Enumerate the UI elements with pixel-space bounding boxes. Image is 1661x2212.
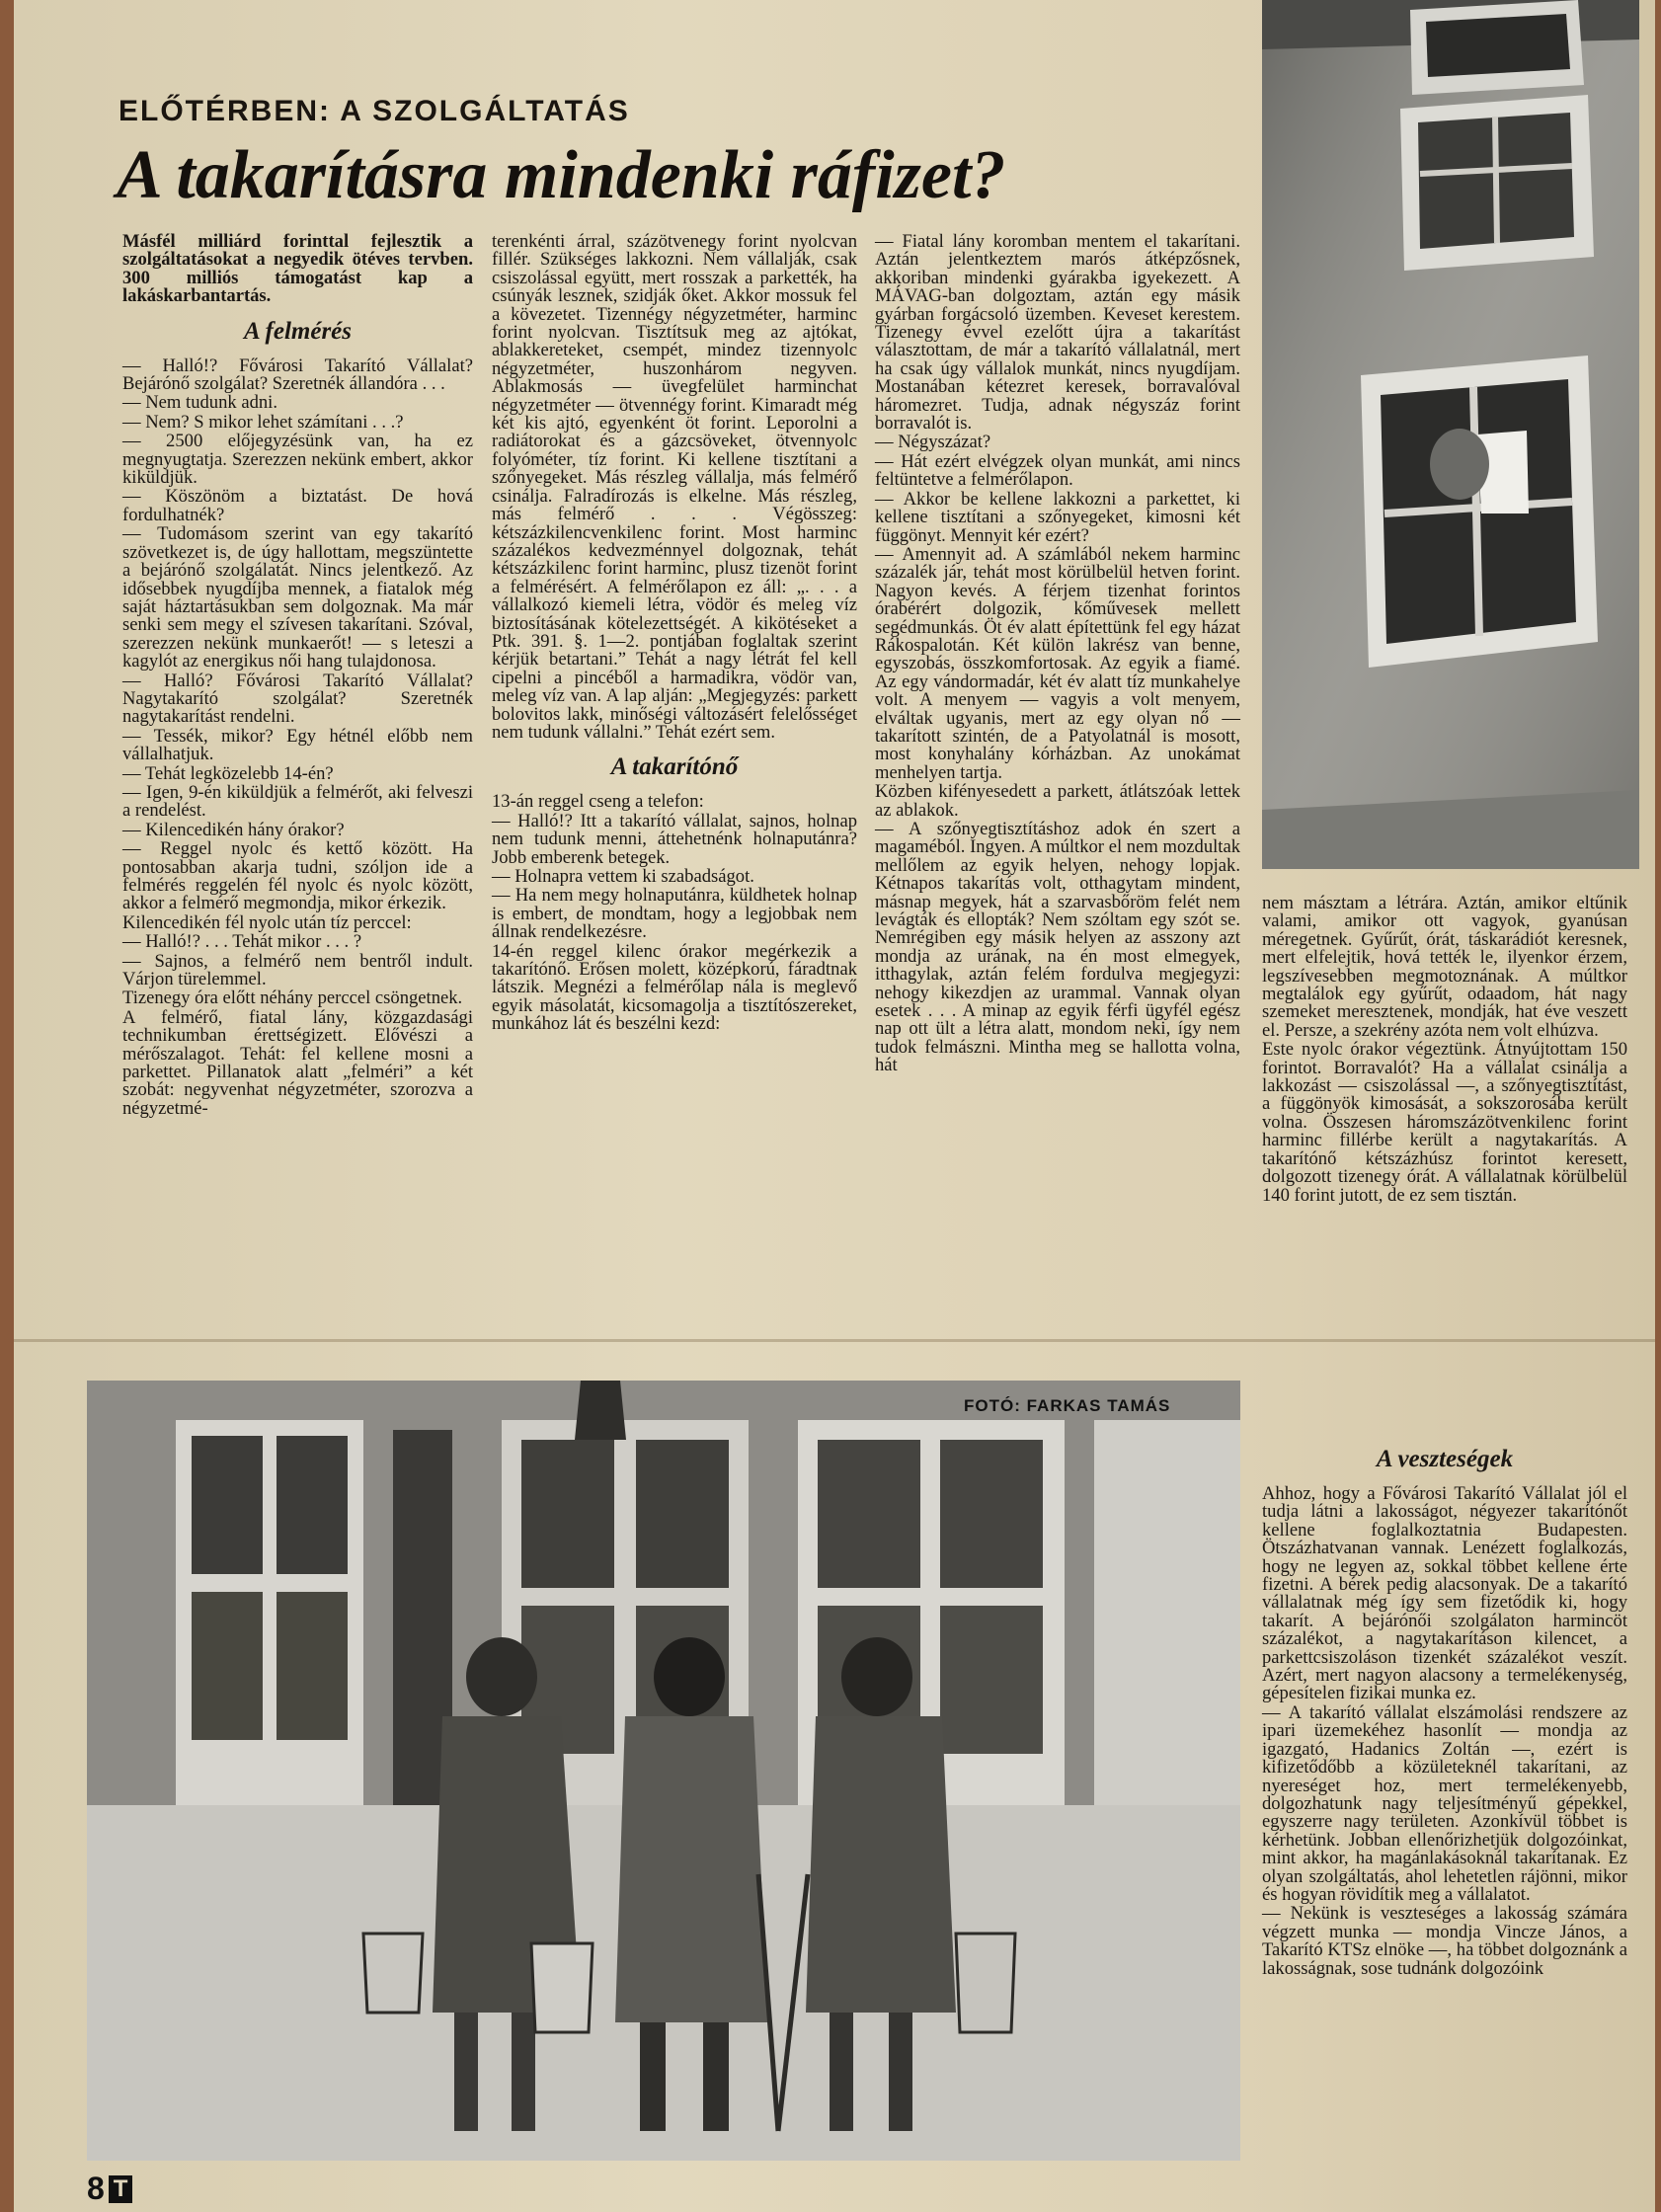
paragraph: — Nem tudunk adni. — [122, 392, 277, 414]
paragraph: Este nyolc órakor végeztünk. Átnyújtottam 150 forintot. Borravalót? Ha a vállalat csinálja a lakkozást — csiszolással —, a szőnyegtisztítást, a függönyök kimosását, a sokszorosába került volna. Összesen háromszázötvenkilenc forint harminc fillérbe került a nagytakarítás. A takarítónő kétszázhúsz forintot keresett, dolgozott tizenegy órát. A vállalatnak körülbelül 140 forint jutott, de ez sem tisztán. — [1262, 1039, 1627, 1206]
section-kicker: ELŐTÉRBEN: A SZOLGÁLTATÁS — [119, 95, 630, 127]
article-column-2 — [492, 233, 857, 1035]
paragraph: — Amennyit ad. A számlából nekem harminc százalék jár, tehát most körülbelül hetven forint. Nagyon kevés. A férjem tizenhat forintos órabérért dolgozik, kőművesek mellett segédmunkás. Öt év alatt építettünk fel egy házat Rákospalotán. Két külön lakrész van benne, egyszobás, összkomfortosak. Az egyik a fiamé. Az egy vándormadár, két év alatt tíz munkahelye volt. A menyem — vagyis a volt menyem, elváltak ugyanis, mert az egy olyan nő — takarított szintén, de a Patyolatnál is mosott, most konyhalány kórházban. Az unokámat menhelyen tartja. — [875, 543, 1240, 783]
cleaning-women-photo — [87, 1381, 1240, 2161]
paragraph: Ahhoz, hogy a Fővárosi Takarító Vállalat jól el tudja látni a lakosságot, négyezer takarítónőt kellene foglalkoztatnia Budapesten. Ötszázhatvanan vannak. Lenézett foglalkozás, hogy ne legyen az, sokkal többet kellene érte fizetni. A bérek pedig alacsonyak. De a takarító vállalatnak még így sem fizetődik ki, hogy takarít. A bejárónői szolgálaton harmincöt százalékot, a nagytakarításon kilencet, a parkettcsiszoláson tizenkét százalékot veszít. Azért, mert nagyon alacsony a termelékenység, gépesítelen fizikai munka ez. — [1262, 1483, 1627, 1704]
paragraph: — Ha nem megy holnaputánra, küldhetek holnap is embert, de mondtam, hogy a legjobbak nem állnak rendelkezésre. — [492, 885, 857, 943]
paragraph: — Halló? Fővárosi Takarító Vállalat? Nagytakarító szolgálat? Szeretnék nagytakarítást rendelni. — [122, 670, 473, 728]
paragraph: — Kilencedikén hány órakor? — [122, 819, 345, 840]
paragraph: — Reggel nyolc és kettő között. Ha pontosabban akarja tudni, szóljon ide a felmérés reggelén fél nyolc és nyolc között, akkor a felmérő megmondja, mikor érkezik. — [122, 838, 473, 914]
paragraph: A felmérő, fiatal lány, közgazdasági technikumban érettségizett. Elővészi a mérőszalagot. Tehát: fel kellene mosni a parkettet. Pillanatok alatt „felméri” a két szobát: negyvenhat négyzetméter, szorozva a négyzetmé- — [122, 1006, 473, 1119]
paragraph: — Fiatal lány koromban mentem el takarítani. Aztán jelentkeztem marós átképzősnek, akkoriban mindenki gyárakba igyekezett. A MÁVAG-ban dolgoztam, aztán egy másik gyárban forgácsoló üzemben. Keveset kerestem. Tizenegy évvel ezelőtt újra a takarítást választottam, de már a takarító vállalatnál, mert ha csak úgy vállalok munkát, nincs nyugdíjam. Mostanában kétezret keresek, borravalóval háromezret. Tudja, adnak négyszáz forint borravalót is. — [875, 231, 1240, 434]
paragraph: terenkénti árral, százötvenegy forint nyolcvan fillér. Szükséges lakkozni. Nem vállalják, csak csiszolással együtt, mert rosszak a parkették, ha csúnyák lesznek, szidják őket. Akkor mossuk fel a kövezetet. Tizennégy négyzetméter, harminc forint nyolcvan. Tisztítsuk meg az ajtókat, ablakkereteket, csempét, mindez tizennyolc négyzetméter, huszonhárom negyven. Ablakmosás — üvegfelület harminchat négyzetméter — ötvennégy forint. Kimaradt még két kis ajtó, egyenként öt forint. Leporolni a radiátorokat és a gázcsöveket, ötvennyolc folyóméter, tíz forint. Ki kellene tisztítani a szőnyegeket. Más részleg vállalja, más felmérő csinálja. Falradírozás is elkelne. Más részleg, más felmérő . . . Végösszeg: kétszázkilencvenkilenc forint. Most harminc százalékos kedvezménnyel dolgoznak, tehát kétszázkilenc forint harminc, plusz tizenöt forint a felmérésért. A felmérőlapon ez áll: „. . . a vállalkozó kiemeli létra, vödör és meleg víz biztosításának kötelezettségét. A kikötéseket a Ptk. 391. §. 1—2. pontjában foglaltak szerint kérjük betartani.” Tehát a nagy létrát fel kell cipelni a pincéből a harmadikra, vödör van, meleg víz van. A lap alján: „Megjegyzés: parkett bolovitos lakk, minőségi változásért felelősséget nem tudunk vállalni.” Tehát ezért sem. — [492, 231, 857, 743]
section-heading-takaritono: A takarítónő — [610, 753, 739, 781]
building-window-illustration — [1262, 0, 1639, 869]
paragraph: Kilencedikén fél nyolc után tíz perccel: — [122, 911, 412, 933]
article-column-4 — [1262, 895, 1627, 1206]
paragraph: — Tudomásom szerint van egy takarító szövetkezet is, de úgy hallottam, megszüntette a bejárónő szolgálatát. Nincs jelentkező. Az idősebbek nyugdíjba mennek, a fiatalok még saját háztartásukban sem dolgoznak. Ma már senki sem megy el szívesen takarítani. Szóval, szerezzen nekünk munkaerőt! — s leteszi a kagylót az energikus női hang tulajdonosa. — [122, 523, 473, 672]
article-lead: Másfél milliárd forinttal fejlesztik a szolgáltatásokat a negyedik ötéves tervben. 300 milliós támogatást kap a lakáskarbantartás. — [122, 231, 473, 307]
article-column-3 — [875, 233, 1240, 1076]
page-number: 8 — [87, 2171, 105, 2206]
paragraph: 14-én reggel kilenc órakor megérkezik a takarítónő. Erősen molett, középkorú, fáradtnak látszik. Megnézi a felmérőlap nála is meglevő egyik másolatát, kicsomagolja a tisztítószereket, munkához lát és beszélni kezd: — [492, 940, 857, 1035]
paragraph: Tizenegy óra előtt néhány perccel csöngetnek. — [122, 988, 463, 1009]
paragraph: — Nem? S mikor lehet számítani . . .? — [122, 411, 404, 433]
paragraph: — A takarító vállalat elszámolási rendszere az ipari üzemekéhez hasonlít — mondja az igazgató, Hadanics Zoltán —, ezért is kifizetődőbb a közületeknél takarítani, az nyereséget hoz, mert termelékenyebb, dolgozhatunk nagy teljesítményű gépekkel, egyszerre nagy területen. Azonkívül többet is kérhetünk. Jobban ellenőrizhetjük dolgozóinkat, mint akkor, ha magánlakásoknál takarítanak. Ez olyan szolgáltatás, ahol lehetetlen rájönni, mikor és hogyan rövidítik meg a vállalatot. — [1262, 1701, 1627, 1905]
article-headline: A takarításra mindenki ráfizet? — [117, 137, 1006, 213]
paragraph: — Halló!? Itt a takarító vállalat, sajnos, holnap nem tudunk menni, áttehetnénk holnaputánra? Jobb emberenk betegek. — [492, 810, 857, 868]
paragraph: — Nekünk is veszteséges a lakosság számára végzett munka — mondja Vincze János, a Takarító KTSz elnöke —, ha többet dolgoznánk a lakosságnak, sose tudnánk dolgozóink — [1262, 1903, 1627, 1979]
section-heading-vesztesegek: A veszteségek — [1376, 1446, 1514, 1472]
paragraph: — Igen, 9-én kiküldjük a felmérőt, aki felveszi a rendelést. — [122, 781, 473, 822]
paragraph: — Köszönöm a biztatást. De hová fordulhatnék? — [122, 486, 473, 525]
paragraph: — Akkor be kellene lakkozni a parkettet, ki kellene tisztítani a szőnyegeket, kimosni két függönyt. Mennyit kér ezért? — [875, 488, 1240, 546]
paragraph: Közben kifényesedett a parkett, átlátszóak lettek az ablakok. — [875, 781, 1240, 821]
building-window-photo — [1262, 0, 1639, 869]
paragraph: — Holnapra vettem ki szabadságot. — [492, 866, 754, 887]
paragraph: — Halló!? . . . Tehát mikor . . . ? — [122, 931, 362, 953]
paragraph: — Tessék, mikor? Egy hétnél előbb nem vállalhatjuk. — [122, 725, 473, 765]
paragraph: — A szőnyegtisztításhoz adok én szert a magaméból. Ingyen. A múltkor el nem mozdultak mellőlem az egyik helyen, nehogy lopjak. Kétnapos takarítás volt, otthagytam mindent, másnap megyek, hát a szarvasbőröm felét nem levágták és ellopták? Nem szóltam egy szót se. Nemrégiben egy másik helyen az asszony azt mondja az urának, na én most elmegyek, itthagylak, aztán felém fordulva megjegyzi: nehogy kikezdjen az urammal. Vannak olyan esetek . . . A minap az egyik férfi ügyfél egész nap ott ült a létra alatt, mondom neki, így nem tudok felmászni. Mintha meg se hallotta volna, hát — [875, 819, 1240, 1076]
newspaper-page — [14, 0, 1655, 2212]
paragraph: 13-án reggel cseng a telefon: — [492, 791, 704, 813]
paper-fold-line — [14, 1339, 1655, 1342]
paragraph: — 2500 előjegyzésünk van, ha ez megnyugtatja. Szerezzen nekünk embert, akkor kiküldjük. — [122, 431, 473, 489]
cleaning-women-illustration — [87, 1381, 1240, 2161]
section-heading-felmeres: A felmérés — [243, 317, 352, 345]
paragraph: — Négyszázat? — [875, 432, 991, 453]
magazine-logo: T — [109, 2175, 133, 2203]
paragraph: — Tehát legközelebb 14-én? — [122, 762, 334, 784]
paragraph: — Hát ezért elvégzek olyan munkát, ami nincs feltüntetve a felmérőlapon. — [875, 450, 1240, 491]
photo-credit: FOTÓ: FARKAS TAMÁS — [964, 1396, 1171, 1415]
paragraph: nem másztam a létrára. Aztán, amikor eltűnik valami, amikor ott vagyok, gyanúsan méregetnek. Gyűrűt, órát, táskarádiót keresnek, mert elfelejtik, hová tették le, ilyenkor érzem, legszívesebben megmotoznának. A múltkor megtalálok egy gyűrűt, odaadom, hát nagy szemeket meresztenek, mondják, hat éve veszett el. Persze, a szekrény azóta nem volt elhúzva. — [1262, 893, 1627, 1041]
page-footer — [87, 2171, 132, 2207]
article-column-1 — [122, 233, 473, 1119]
paragraph: — Halló!? Fővárosi Takarító Vállalat? Bejárónő szolgálat? Szeretnék állandóra . . . — [122, 355, 473, 395]
paragraph: — Sajnos, a felmérő nem bentről indult. Várjon türelemmel. — [122, 950, 473, 990]
article-column-5 — [1262, 1434, 1627, 1979]
